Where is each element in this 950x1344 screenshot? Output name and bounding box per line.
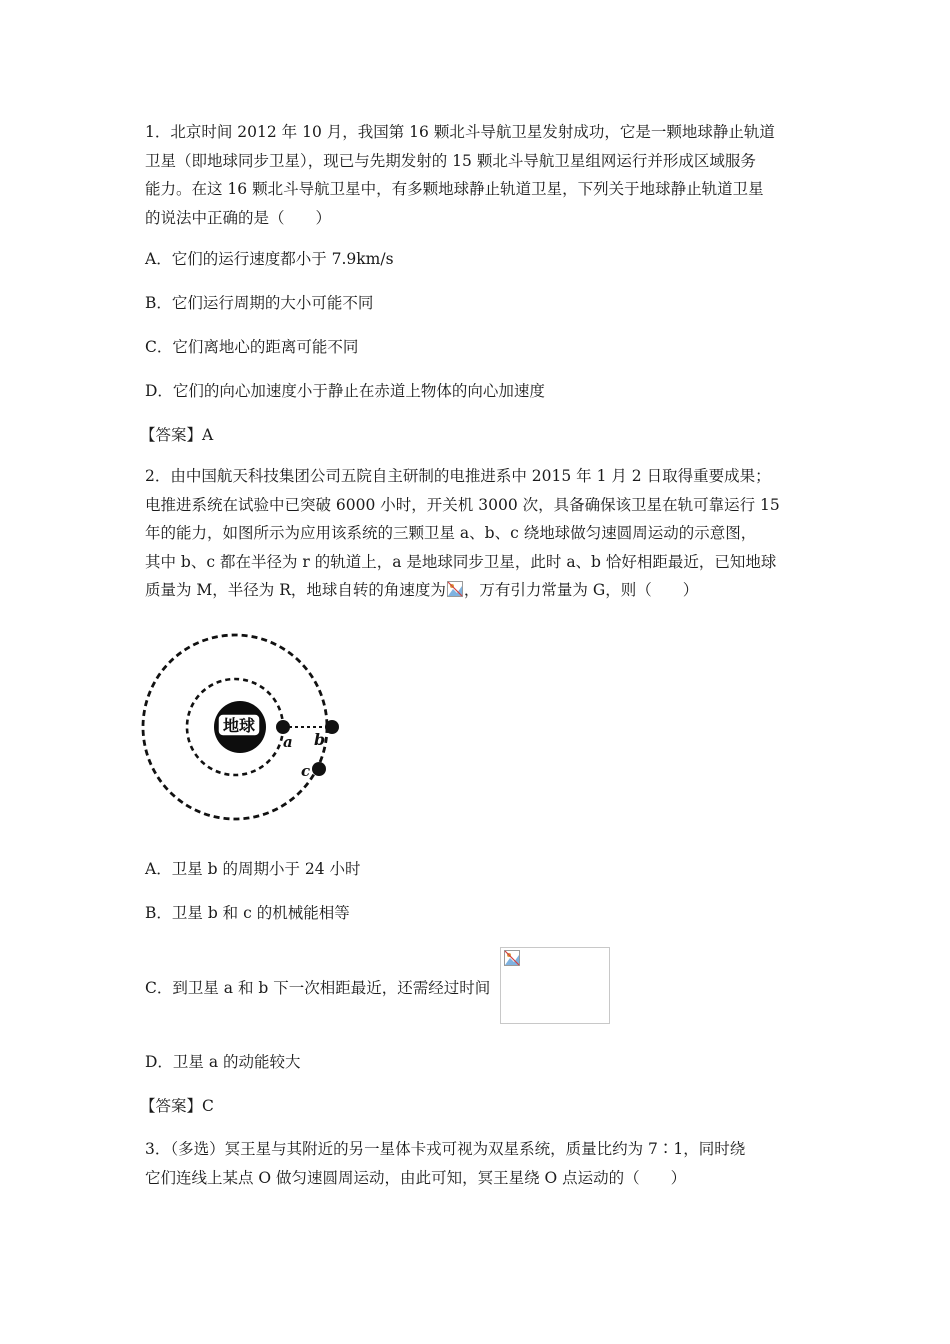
satellite-b [325, 720, 339, 734]
question-2-stem [145, 462, 815, 605]
satellite-a [276, 720, 290, 734]
satellite-a-label: a [283, 733, 293, 751]
question-1-line-4: 的说法中正确的是（ ） [145, 208, 332, 227]
question-2-line-2: 电推进系统在试验中已突破 6000 小时，开关机 3000 次，具备确保该卫星在轨可靠运行 15 [145, 495, 780, 514]
question-2-line-3: 年的能力，如图所示为应用该系统的三颗卫星 a、b、c 绕地球做匀速圆周运动的示意图， [145, 524, 757, 542]
satellite-b-label: b [314, 730, 326, 749]
question-1-option-b: B．它们运行周期的大小可能不同 [145, 294, 374, 312]
question-2-line-5-before: 质量为 M，半径为 R，地球自转的角速度为 [145, 581, 446, 599]
question-3-line-2: 它们连线上某点 O 做匀速圆周运动，由此可知，冥王星绕 O 点运动的（ ） [145, 1168, 687, 1187]
question-2-option-a: A．卫星 b 的周期小于 24 小时 [145, 860, 361, 878]
question-1-option-c: C．它们离地心的距离可能不同 [145, 338, 359, 356]
question-2-answer: 【答案】C [140, 1097, 214, 1115]
question-2-line-1: 2．由中国航天科技集团公司五院自主研制的电推进系中 2015 年 1 月 2 日取得重要成果； [145, 467, 771, 485]
question-1-answer: 【答案】A [140, 426, 214, 444]
broken-image-icon [504, 950, 520, 966]
question-1-option-d: D．它们的向心加速度小于静止在赤道上物体的向心加速度 [145, 382, 545, 400]
earth-label: 地球 [222, 716, 256, 735]
question-2-option-b: B．卫星 b 和 c 的机械能相等 [145, 904, 350, 922]
formula-image-placeholder [500, 947, 610, 1024]
question-2-line-4: 其中 b、c 都在半径为 r 的轨道上，a 是地球同步卫星，此时 a、b 恰好相距最近，已知地球 [145, 552, 777, 571]
question-1-option-a: A．它们的运行速度都小于 7.9km/s [145, 250, 394, 268]
question-1-line-1: 1．北京时间 2012 年 10 月，我国第 16 颗北斗导航卫星发射成功，它是一颗地球静止轨道 [145, 123, 775, 141]
question-1-line-3: 能力。在这 16 颗北斗导航卫星中，有多颗地球静止轨道卫星，下列关于地球静止轨道卫星 [145, 180, 764, 198]
question-2-option-d: D．卫星 a 的动能较大 [145, 1053, 301, 1071]
satellite-c [312, 762, 326, 776]
broken-image-icon [447, 581, 463, 597]
satellite-c-label: c [301, 762, 311, 780]
question-1-stem [145, 118, 815, 232]
question-2-line-5 [145, 576, 815, 605]
question-3-line-1: 3．（多选）冥王星与其附近的另一星体卡戎可视为双星系统，质量比约为 7∶1，同时绕 [145, 1140, 746, 1158]
question-3-stem [145, 1135, 815, 1192]
question-1-line-2: 卫星（即地球同步卫星），现已与先期发射的 15 颗北斗导航卫星组网运行并形成区域服务 [145, 151, 756, 170]
orbit-diagram [140, 625, 360, 825]
question-2-line-5-after: ，万有引力常量为 G，则（ ） [463, 581, 699, 599]
question-2-option-c: C．到卫星 a 和 b 下一次相距最近，还需经过时间 [145, 979, 491, 997]
